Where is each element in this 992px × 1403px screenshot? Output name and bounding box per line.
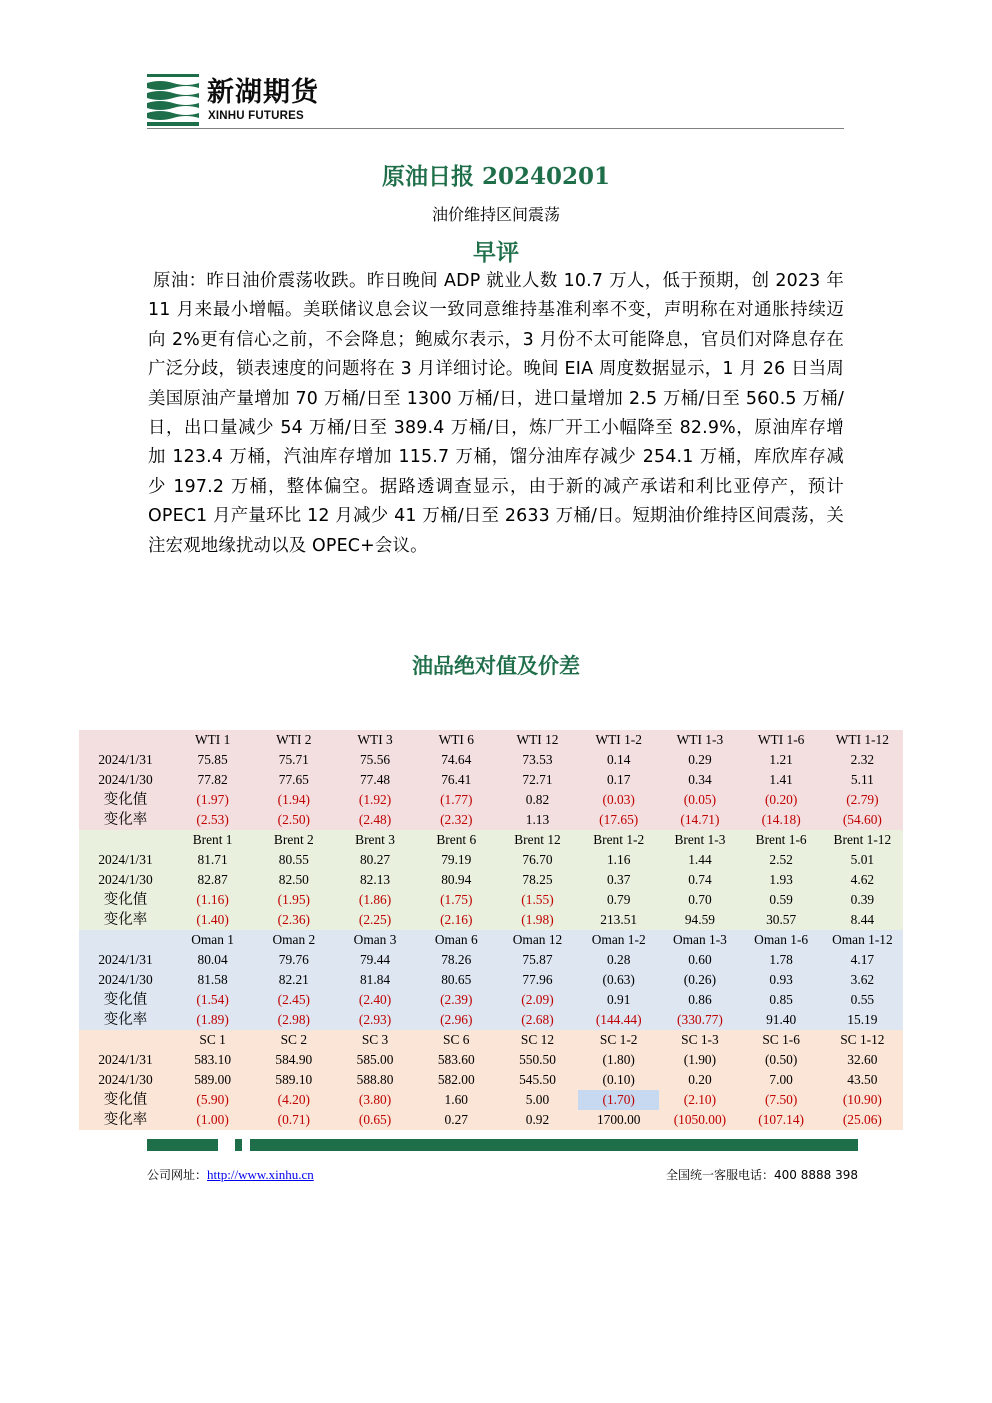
table-row (79, 970, 903, 990)
table-cell: 5.11 (822, 770, 903, 790)
footer-bar-segment (250, 1139, 858, 1151)
column-header: Brent 1-6 (741, 830, 822, 850)
column-header: Brent 2 (253, 830, 334, 850)
table-cell: (4.20) (253, 1090, 334, 1110)
table-cell: 3.62 (822, 970, 903, 990)
table-cell: (1.70) (578, 1090, 659, 1110)
report-subtitle: 油价维持区间震荡 (431, 205, 560, 224)
logo-wordmark-cn: 新湖期货 (207, 77, 319, 108)
row-label: 2024/1/30 (79, 870, 172, 890)
column-header: Oman 12 (497, 930, 578, 950)
row-label: 变化值 (79, 1090, 172, 1110)
table-cell: (7.50) (741, 1090, 822, 1110)
row-label: 变化率 (79, 1010, 172, 1030)
column-header: SC 1-3 (659, 1030, 740, 1050)
table-cell: 0.39 (822, 890, 903, 910)
column-header: Brent 6 (416, 830, 497, 850)
footer-bar-segment (147, 1139, 218, 1151)
table-cell: 76.41 (416, 770, 497, 790)
row-label: 变化率 (79, 910, 172, 930)
table-cell: 80.27 (334, 850, 415, 870)
table-cell: 82.50 (253, 870, 334, 890)
row-label: 变化值 (79, 790, 172, 810)
table-cell: 0.85 (741, 990, 822, 1010)
column-header: WTI 1-12 (822, 730, 903, 750)
footer-website (147, 1166, 314, 1183)
table-cell: (1.90) (659, 1050, 740, 1070)
row-label: 2024/1/30 (79, 1070, 172, 1090)
table-cell: (0.50) (741, 1050, 822, 1070)
table-cell: 213.51 (578, 910, 659, 930)
table-cell: 15.19 (822, 1010, 903, 1030)
table-cell: (0.10) (578, 1070, 659, 1090)
table-cell: 0.86 (659, 990, 740, 1010)
table-cell: (1.95) (253, 890, 334, 910)
table-cell: 585.00 (334, 1050, 415, 1070)
table-cell: (1.97) (172, 790, 253, 810)
table-cell: (25.06) (822, 1110, 903, 1130)
table-row (79, 850, 903, 870)
table-cell: 0.79 (578, 890, 659, 910)
row-label: 2024/1/31 (79, 1050, 172, 1070)
table-cell: 5.00 (497, 1090, 578, 1110)
table-cell: 1.13 (497, 810, 578, 830)
table-cell: 588.80 (334, 1070, 415, 1090)
table-cell: 30.57 (741, 910, 822, 930)
table-cell: 0.37 (578, 870, 659, 890)
table-cell: 78.26 (416, 950, 497, 970)
table-corner-cell (79, 930, 172, 950)
table-cell: 82.13 (334, 870, 415, 890)
column-header: SC 12 (497, 1030, 578, 1050)
table-cell: 80.94 (416, 870, 497, 890)
table-cell: 91.40 (741, 1010, 822, 1030)
column-header: SC 6 (416, 1030, 497, 1050)
table-cell: 8.44 (822, 910, 903, 930)
row-label: 变化率 (79, 810, 172, 830)
column-header: SC 3 (334, 1030, 415, 1050)
table-cell: (1050.00) (659, 1110, 740, 1130)
column-header: Brent 1-12 (822, 830, 903, 850)
table-cell: 79.44 (334, 950, 415, 970)
table-cell: 81.58 (172, 970, 253, 990)
table-cell: 1.60 (416, 1090, 497, 1110)
table-cell: (2.96) (416, 1010, 497, 1030)
column-header: SC 1 (172, 1030, 253, 1050)
table-cell: 1.44 (659, 850, 740, 870)
table-cell: 1.16 (578, 850, 659, 870)
table-cell: 0.34 (659, 770, 740, 790)
table-cell: 76.70 (497, 850, 578, 870)
table-cell: (1.54) (172, 990, 253, 1010)
table-row (79, 790, 903, 810)
table-cell: (2.68) (497, 1010, 578, 1030)
column-header: SC 2 (253, 1030, 334, 1050)
commentary-heading: 早评 (473, 239, 519, 266)
table-cell: (2.50) (253, 810, 334, 830)
row-label: 变化率 (79, 1110, 172, 1130)
column-header: WTI 6 (416, 730, 497, 750)
table-cell: (1.86) (334, 890, 415, 910)
table-cell: 77.96 (497, 970, 578, 990)
table-cell: 75.56 (334, 750, 415, 770)
column-header: SC 1-6 (741, 1030, 822, 1050)
table-cell: 0.60 (659, 950, 740, 970)
table-cell: 0.20 (659, 1070, 740, 1090)
column-header: Oman 1 (172, 930, 253, 950)
table-cell: (1.94) (253, 790, 334, 810)
table-cell: (1.16) (172, 890, 253, 910)
table-cell: 75.71 (253, 750, 334, 770)
table-cell: (2.09) (497, 990, 578, 1010)
table-cell: (1.80) (578, 1050, 659, 1070)
table-corner-cell (79, 730, 172, 750)
table-cell: 7.00 (741, 1070, 822, 1090)
table-header-row (79, 930, 903, 950)
table-cell: (330.77) (659, 1010, 740, 1030)
table-row (79, 1090, 903, 1110)
table-cell: (2.45) (253, 990, 334, 1010)
column-header: Brent 3 (334, 830, 415, 850)
table-cell: 77.48 (334, 770, 415, 790)
logo-wordmark-en: XINHU FUTURES (208, 110, 304, 122)
table-row (79, 950, 903, 970)
table-cell: 589.00 (172, 1070, 253, 1090)
table-cell: 81.84 (334, 970, 415, 990)
table-cell: (0.03) (578, 790, 659, 810)
column-header: Oman 1-6 (741, 930, 822, 950)
xinhu-logo-icon (147, 74, 199, 126)
table-cell: (2.53) (172, 810, 253, 830)
table-cell: (2.98) (253, 1010, 334, 1030)
table-cell: 0.17 (578, 770, 659, 790)
table-cell: (1.40) (172, 910, 253, 930)
table-cell: 0.29 (659, 750, 740, 770)
table-cell: 1.78 (741, 950, 822, 970)
table-cell: (2.10) (659, 1090, 740, 1110)
table-cell: 79.76 (253, 950, 334, 970)
table-cell: 81.71 (172, 850, 253, 870)
table-cell: 1.21 (741, 750, 822, 770)
table-cell: 75.87 (497, 950, 578, 970)
table-cell: 583.60 (416, 1050, 497, 1070)
column-header: WTI 1 (172, 730, 253, 750)
table-cell: 0.93 (741, 970, 822, 990)
table-cell: 0.92 (497, 1110, 578, 1130)
table-row (79, 1070, 903, 1090)
table-cell: (2.40) (334, 990, 415, 1010)
table-row (79, 890, 903, 910)
row-label: 2024/1/31 (79, 850, 172, 870)
table-cell: (2.32) (416, 810, 497, 830)
table-cell: 0.70 (659, 890, 740, 910)
footer-bar-segment (235, 1139, 242, 1151)
column-header: WTI 2 (253, 730, 334, 750)
column-header: WTI 1-2 (578, 730, 659, 750)
table-row (79, 870, 903, 890)
row-label: 变化值 (79, 990, 172, 1010)
table-cell: 583.10 (172, 1050, 253, 1070)
table-cell: (14.71) (659, 810, 740, 830)
table-cell: 2.32 (822, 750, 903, 770)
table-row (79, 750, 903, 770)
table-cell: 584.90 (253, 1050, 334, 1070)
table-corner-cell (79, 1030, 172, 1050)
table-cell: (1.55) (497, 890, 578, 910)
table-cell: 80.04 (172, 950, 253, 970)
column-header: WTI 12 (497, 730, 578, 750)
row-label: 变化值 (79, 890, 172, 910)
table-cell: 0.28 (578, 950, 659, 970)
column-header: WTI 1-6 (741, 730, 822, 750)
column-header: Oman 1-3 (659, 930, 740, 950)
table-cell: 72.71 (497, 770, 578, 790)
footer-hotline: 全国统一客服电话：400 8888 398 (666, 1168, 858, 1182)
table-cell: (0.65) (334, 1110, 415, 1130)
table-row (79, 770, 903, 790)
table-cell: 0.82 (497, 790, 578, 810)
table-cell: (144.44) (578, 1010, 659, 1030)
table-cell: 4.62 (822, 870, 903, 890)
table-cell: (3.80) (334, 1090, 415, 1110)
table-row (79, 1050, 903, 1070)
table-header-row (79, 1030, 903, 1050)
row-label: 2024/1/30 (79, 970, 172, 990)
table-heading: 油品绝对值及价差 (412, 653, 580, 678)
table-cell: (14.18) (741, 810, 822, 830)
table-cell: 74.64 (416, 750, 497, 770)
table-cell: (2.79) (822, 790, 903, 810)
column-header: Oman 6 (416, 930, 497, 950)
table-cell: (1.92) (334, 790, 415, 810)
column-header: Brent 1 (172, 830, 253, 850)
table-cell: (0.71) (253, 1110, 334, 1130)
table-cell: 0.14 (578, 750, 659, 770)
table-row (79, 1110, 903, 1130)
table-header-row (79, 830, 903, 850)
table-cell: (0.63) (578, 970, 659, 990)
table-cell: 4.17 (822, 950, 903, 970)
table-cell: (2.25) (334, 910, 415, 930)
table-cell: 545.50 (497, 1070, 578, 1090)
table-row (79, 910, 903, 930)
column-header: Brent 1-2 (578, 830, 659, 850)
table-cell: 0.91 (578, 990, 659, 1010)
column-header: WTI 3 (334, 730, 415, 750)
table-row (79, 1010, 903, 1030)
report-title: 原油日报 20240201 (381, 163, 611, 190)
table-cell: 79.19 (416, 850, 497, 870)
table-cell: (0.26) (659, 970, 740, 990)
column-header: Oman 1-12 (822, 930, 903, 950)
oil-price-table (79, 730, 903, 1130)
table-cell: (2.16) (416, 910, 497, 930)
table-cell: 80.65 (416, 970, 497, 990)
table-cell: 77.82 (172, 770, 253, 790)
table-cell: (2.39) (416, 990, 497, 1010)
table-cell: 582.00 (416, 1070, 497, 1090)
table-cell: 94.59 (659, 910, 740, 930)
column-header: Oman 3 (334, 930, 415, 950)
column-header: Oman 2 (253, 930, 334, 950)
table-cell: (17.65) (578, 810, 659, 830)
table-cell: (1.77) (416, 790, 497, 810)
table-cell: (10.90) (822, 1090, 903, 1110)
column-header: SC 1-2 (578, 1030, 659, 1050)
table-cell: (1.98) (497, 910, 578, 930)
table-cell: (2.36) (253, 910, 334, 930)
table-cell: (54.60) (822, 810, 903, 830)
table-cell: (107.14) (741, 1110, 822, 1130)
table-row (79, 810, 903, 830)
table-cell: (0.05) (659, 790, 740, 810)
table-cell: 82.87 (172, 870, 253, 890)
table-cell: 0.27 (416, 1110, 497, 1130)
table-cell: (5.90) (172, 1090, 253, 1110)
table-cell: (1.75) (416, 890, 497, 910)
column-header: Oman 1-2 (578, 930, 659, 950)
table-cell: 589.10 (253, 1070, 334, 1090)
commentary-text: 原油：昨日油价震荡收跌。昨日晚间 ADP 就业人数 10.7 万人，低于预期，创 2023 年 11 月来最小增幅。美联储议息会议一致同意维持基准利率不变，声明称在对通胀持续迈向 2%更有信心之前，不会降息；鲍威尔表示，3 月份不太可能降息，官员们对降息存在广泛分歧，锁表速度的问题将在 3 月详细讨论。晚间 EIA 周度数据显示，1 月 26 日当周美国原油产量增加 70 万桶/日至 1300 万桶/日，进口量增加 2.5 万桶/日至 560.5 万桶/日，出口量减少 54 万桶/日至 389.4 万桶/日，炼厂开工小幅降至 82.9%，原油库存增加 123.4 万桶，汽油库存增加 115.7 万桶，馏分油库存减少 254.1 万桶，库欣库存减少 197.2 万桶，整体偏空。据路透调查显示，由于新的减产承诺和利比亚停产，预计 OPEC1 月产量环比 12 月减少 41 万桶/日至 2633 万桶/日。短期油价维持区间震荡，关注宏观地缘扰动以及 OPEC+会议。 (148, 271, 844, 556)
table-cell: 80.55 (253, 850, 334, 870)
table-cell: 5.01 (822, 850, 903, 870)
footer-site-label: 公司网址： (147, 1168, 208, 1182)
table-cell: (2.48) (334, 810, 415, 830)
column-header: Brent 12 (497, 830, 578, 850)
column-header: Brent 1-3 (659, 830, 740, 850)
table-cell: 75.85 (172, 750, 253, 770)
row-label: 2024/1/31 (79, 950, 172, 970)
table-cell: 0.55 (822, 990, 903, 1010)
table-cell: 73.53 (497, 750, 578, 770)
column-header: WTI 1-3 (659, 730, 740, 750)
table-cell: 32.60 (822, 1050, 903, 1070)
table-cell: 1700.00 (578, 1110, 659, 1130)
table-cell: 1.93 (741, 870, 822, 890)
table-cell: 43.50 (822, 1070, 903, 1090)
table-cell: (0.20) (741, 790, 822, 810)
table-cell: 0.74 (659, 870, 740, 890)
table-cell: 2.52 (741, 850, 822, 870)
table-cell: 550.50 (497, 1050, 578, 1070)
column-header: SC 1-12 (822, 1030, 903, 1050)
footer-site-link[interactable]: http://www.xinhu.cn (207, 1167, 314, 1182)
table-cell: (1.89) (172, 1010, 253, 1030)
row-label: 2024/1/30 (79, 770, 172, 790)
table-cell: 1.41 (741, 770, 822, 790)
row-label: 2024/1/31 (79, 750, 172, 770)
table-cell: 78.25 (497, 870, 578, 890)
table-cell: 82.21 (253, 970, 334, 990)
table-cell: (1.00) (172, 1110, 253, 1130)
table-cell: 77.65 (253, 770, 334, 790)
table-header-row (79, 730, 903, 750)
table-cell: 0.59 (741, 890, 822, 910)
table-row (79, 990, 903, 1010)
table-corner-cell (79, 830, 172, 850)
header-divider (147, 128, 844, 129)
table-cell: (2.93) (334, 1010, 415, 1030)
